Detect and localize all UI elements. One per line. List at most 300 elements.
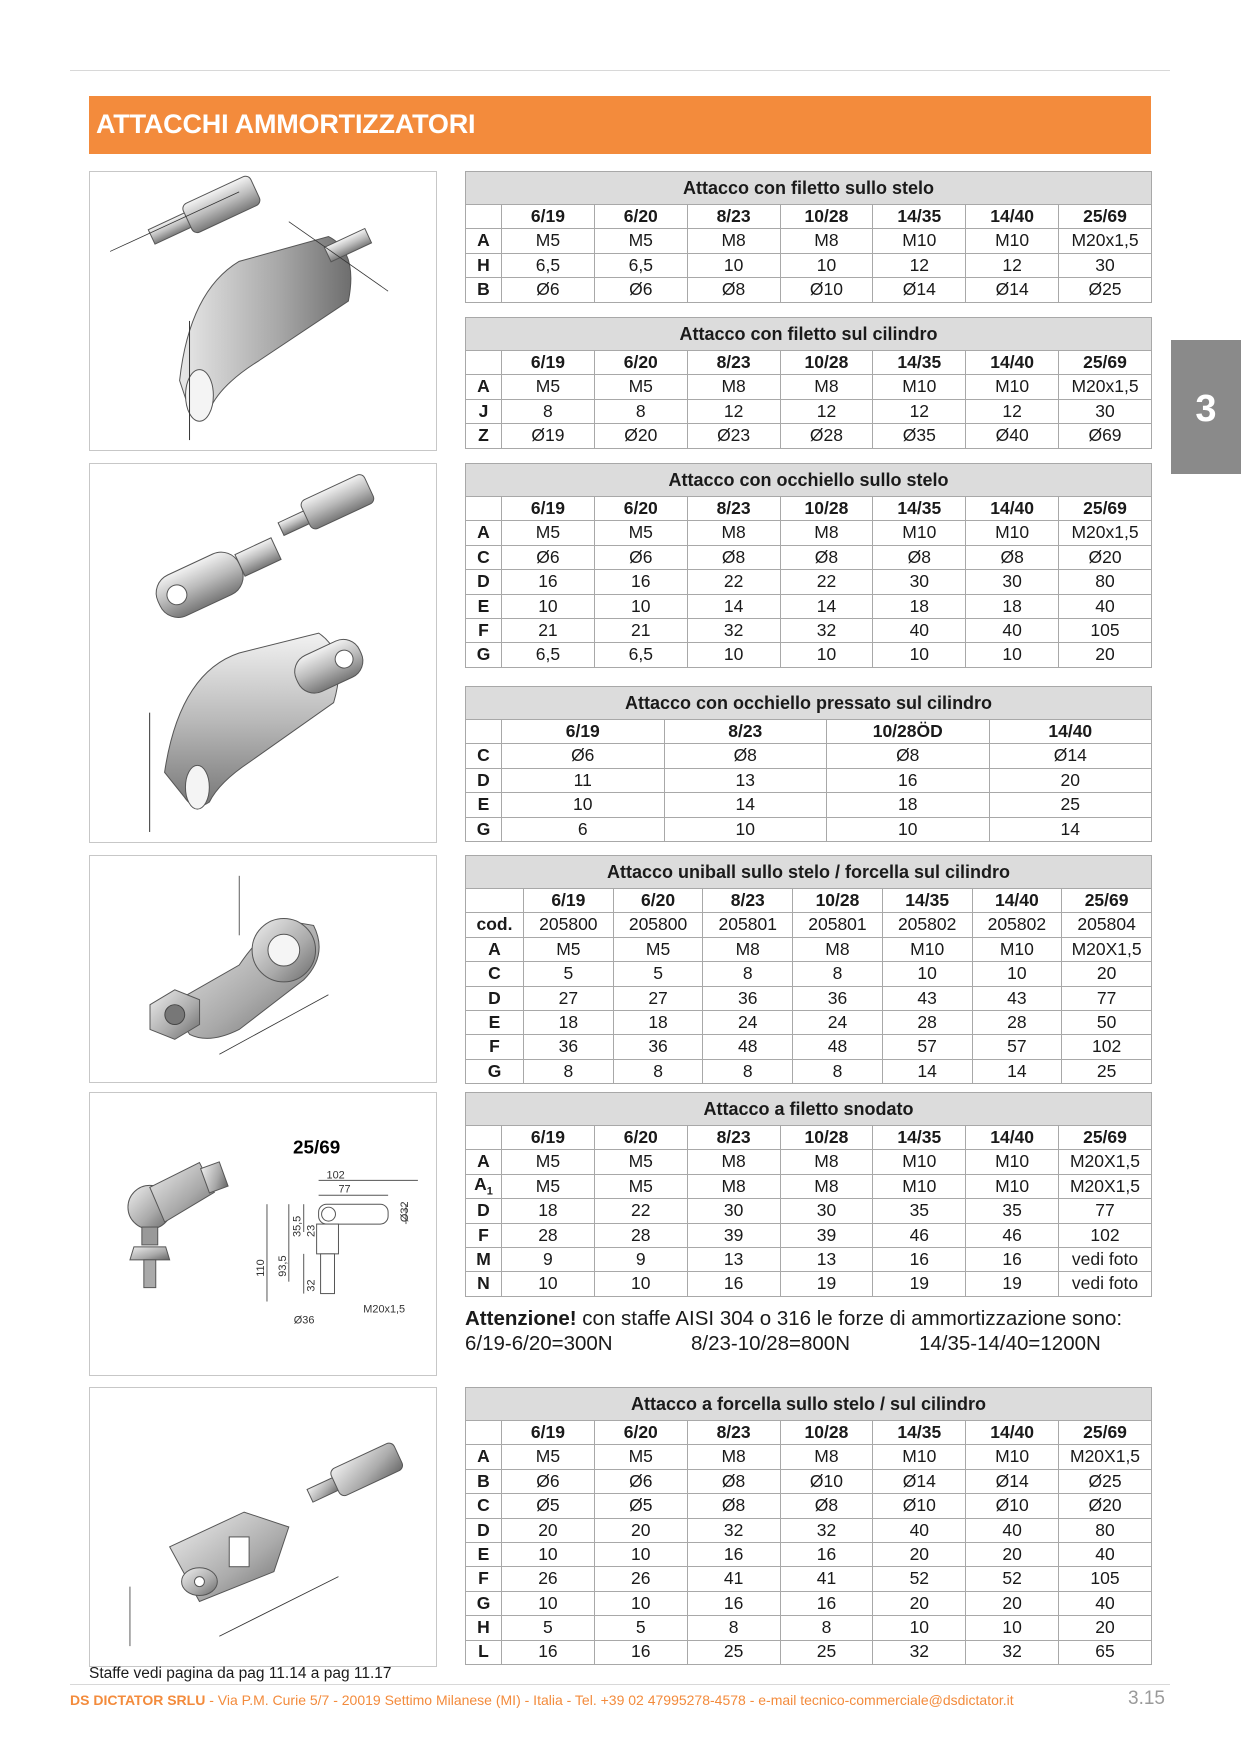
table-cell: Ø25 (1059, 278, 1152, 302)
row-label: G (466, 1591, 502, 1615)
table-cell: Ø8 (780, 545, 873, 569)
table-row (466, 375, 1152, 399)
table-cell: 40 (873, 1518, 966, 1542)
table-cell: 12 (687, 399, 780, 423)
table-cell: M5 (524, 937, 614, 961)
table-cell: 32 (687, 1518, 780, 1542)
table-cell: 41 (687, 1567, 780, 1591)
table-cell: M10 (873, 521, 966, 545)
column-header: 8/23 (687, 1126, 780, 1150)
table-cell: 16 (687, 1542, 780, 1566)
table-cell: M8 (687, 229, 780, 253)
table-row (466, 1223, 1152, 1247)
table-cell: Ø8 (687, 545, 780, 569)
table-cell: M10 (873, 1445, 966, 1469)
table-cell: 20 (966, 1542, 1059, 1566)
table-row (466, 1010, 1152, 1034)
table-cell: 52 (873, 1567, 966, 1591)
table-cell: 10 (502, 1542, 595, 1566)
column-header: 25/69 (1062, 889, 1152, 913)
table-cell: 205801 (703, 913, 793, 937)
table-cell: 35 (873, 1199, 966, 1223)
table-row (466, 937, 1152, 961)
table-cell: 13 (664, 768, 827, 792)
table-cell: 16 (780, 1542, 873, 1566)
table-cell: 18 (524, 1010, 614, 1034)
dim-32: 32 (305, 1279, 318, 1292)
column-header: 14/40 (989, 720, 1152, 744)
row-label: A (466, 521, 502, 545)
table-cell: 12 (873, 399, 966, 423)
table-cell: 32 (966, 1640, 1059, 1664)
column-header: 8/23 (664, 720, 827, 744)
row-label: C (466, 1494, 502, 1518)
column-header: 6/20 (594, 351, 687, 375)
row-label: F (466, 1567, 502, 1591)
column-header: 10/28 (780, 205, 873, 229)
table-cell: 24 (793, 1010, 883, 1034)
table-row (466, 643, 1152, 667)
row-label: C (466, 962, 524, 986)
table-cell: 22 (594, 1199, 687, 1223)
table-cell: 16 (873, 1247, 966, 1271)
column-header (466, 1421, 502, 1445)
table-cell: 27 (524, 986, 614, 1010)
table-cell: 6 (502, 817, 665, 841)
table-cell: 20 (989, 768, 1152, 792)
row-label: cod. (466, 913, 524, 937)
column-header: 6/19 (502, 1421, 595, 1445)
column-header (466, 1126, 502, 1150)
table-cell: 46 (873, 1223, 966, 1247)
column-header: 14/35 (873, 1126, 966, 1150)
table-row (466, 618, 1152, 642)
table-cell: 25 (780, 1640, 873, 1664)
fork-illustration (90, 1388, 436, 1666)
table-row (466, 545, 1152, 569)
table-cell: 5 (502, 1616, 595, 1640)
table-cell: Ø6 (594, 545, 687, 569)
company-name: DS DICTATOR SRLU (70, 1692, 206, 1708)
table-cell: 77 (1059, 1199, 1152, 1223)
row-label: G (466, 817, 502, 841)
row-label: D (466, 768, 502, 792)
table-cell: 12 (780, 399, 873, 423)
table-cell: M10 (873, 1174, 966, 1198)
row-label: C (466, 545, 502, 569)
table-cell: 20 (594, 1518, 687, 1542)
table-row (466, 1542, 1152, 1566)
table-cell: 205800 (613, 913, 703, 937)
table-cell: 22 (780, 570, 873, 594)
table-cell: 8 (703, 962, 793, 986)
dim-d36: Ø36 (293, 1314, 315, 1327)
table-cell: 10 (827, 817, 990, 841)
column-header: 6/19 (502, 720, 665, 744)
dim-thread: M20x1,5 (363, 1303, 406, 1316)
table-cell: 57 (972, 1035, 1062, 1059)
table-cell: 32 (780, 1518, 873, 1542)
column-header: 8/23 (687, 497, 780, 521)
table-cell: 28 (882, 1010, 972, 1034)
table-cell: 8 (703, 1059, 793, 1083)
table-cell: 205802 (972, 913, 1062, 937)
table-cell: 18 (873, 594, 966, 618)
table-cell: M8 (793, 937, 883, 961)
table-cell: 19 (966, 1272, 1059, 1296)
table-row (466, 1247, 1152, 1271)
table-cell: 10 (687, 253, 780, 277)
section-tab (1171, 340, 1241, 474)
table-cell: 30 (687, 1199, 780, 1223)
table-cell: Ø28 (780, 424, 873, 448)
table-cell: vedi foto (1059, 1272, 1152, 1296)
table-cell: 10 (594, 1272, 687, 1296)
table-cell: Ø14 (873, 278, 966, 302)
row-label: D (466, 1199, 502, 1223)
dim-102: 102 (326, 1169, 345, 1182)
table-cell: M5 (502, 375, 595, 399)
table-cell: 205801 (793, 913, 883, 937)
table-cell: Ø10 (780, 1469, 873, 1493)
row-label: N (466, 1272, 502, 1296)
table-cell: 16 (594, 1640, 687, 1664)
table-cell: M10 (966, 1174, 1059, 1198)
table-cell: M10 (966, 375, 1059, 399)
table-cell: 30 (966, 570, 1059, 594)
column-header: 25/69 (1059, 205, 1152, 229)
row-label: J (466, 399, 502, 423)
row-label: F (466, 1035, 524, 1059)
table-cell: 6,5 (594, 253, 687, 277)
table-cell: 102 (1059, 1223, 1152, 1247)
table-pressed-eyelet-on-cylinder (465, 686, 1152, 842)
table-title: Attacco con occhiello sullo stelo (466, 464, 1152, 497)
table-cell: 8 (793, 1059, 883, 1083)
table-cell: M8 (687, 521, 780, 545)
table-row (466, 817, 1152, 841)
table-cell: M10 (966, 1150, 1059, 1174)
column-header: 25/69 (1059, 351, 1152, 375)
column-header: 8/23 (687, 205, 780, 229)
table-cell: 6,5 (594, 643, 687, 667)
table-row (466, 278, 1152, 302)
table-cell: M20X1,5 (1059, 1150, 1152, 1174)
table-cell: 16 (502, 570, 595, 594)
table-cell: M5 (594, 1174, 687, 1198)
column-header: 10/28 (780, 351, 873, 375)
table-cell: 10 (882, 962, 972, 986)
table-cell: M8 (780, 1150, 873, 1174)
dim-110: 110 (254, 1259, 267, 1277)
table-row (466, 521, 1152, 545)
table-cell: M10 (882, 937, 972, 961)
table-cell: 10 (502, 1591, 595, 1615)
row-label: E (466, 594, 502, 618)
table-cell: Ø6 (502, 744, 665, 768)
dim-77: 77 (338, 1183, 351, 1196)
table-cell: 14 (972, 1059, 1062, 1083)
column-header: 6/19 (502, 351, 595, 375)
row-label: F (466, 1223, 502, 1247)
row-label: A (466, 1445, 502, 1469)
table-cell: 8 (613, 1059, 703, 1083)
table-cell: 16 (780, 1591, 873, 1615)
table-cell: Ø14 (966, 278, 1059, 302)
table-cell: 39 (687, 1223, 780, 1247)
table-row (466, 424, 1152, 448)
table-cell: M8 (703, 937, 793, 961)
table-cell: Ø5 (594, 1494, 687, 1518)
table-cell: 18 (613, 1010, 703, 1034)
column-header: 10/28 (780, 497, 873, 521)
table-cell: Ø14 (966, 1469, 1059, 1493)
threaded-attachment-illustration (90, 172, 436, 450)
table-cell: 10 (687, 643, 780, 667)
table-cell: Ø35 (873, 424, 966, 448)
dim-35-5: 35,5 (291, 1215, 304, 1237)
table-cell: 40 (966, 1518, 1059, 1542)
table-cell: 32 (780, 618, 873, 642)
table-cell: 16 (687, 1272, 780, 1296)
force-large: 14/35-14/40=1200N (919, 1332, 1101, 1355)
table-uniball-fork (465, 855, 1152, 1084)
table-cell: Ø6 (594, 1469, 687, 1493)
column-header: 25/69 (1059, 1126, 1152, 1150)
footer-rule (70, 1684, 1170, 1685)
column-header: 6/20 (594, 1126, 687, 1150)
column-header: 6/20 (594, 1421, 687, 1445)
table-title: Attacco a forcella sullo stelo / sul cilindro (466, 1388, 1152, 1421)
table-cell: M10 (966, 521, 1059, 545)
table-cell: Ø5 (502, 1494, 595, 1518)
table-cell: 10 (780, 253, 873, 277)
table-cell: 8 (502, 399, 595, 423)
company-address: - Via P.M. Curie 5/7 - 20019 Settimo Milanese (MI) - Italia - Tel. +39 02 47995278-4578 - e-mail tecnico-commerciale@dsdictator.it (205, 1692, 1014, 1708)
table-cell: 40 (1059, 594, 1152, 618)
title-bar (89, 96, 1151, 154)
table-cell: 48 (703, 1035, 793, 1059)
column-header: 14/40 (966, 205, 1059, 229)
column-header: 10/28 (793, 889, 883, 913)
table-cell: 30 (873, 570, 966, 594)
column-header: 6/19 (502, 497, 595, 521)
row-label: L (466, 1640, 502, 1664)
table-cell: 16 (966, 1247, 1059, 1271)
table-row (466, 1445, 1152, 1469)
row-label: B (466, 278, 502, 302)
table-cell: 35 (966, 1199, 1059, 1223)
table-cell: 18 (966, 594, 1059, 618)
drawing-fork-attachment (89, 1387, 437, 1667)
table-cell: 26 (594, 1567, 687, 1591)
table-cell: 39 (780, 1223, 873, 1247)
table-cell: 20 (1059, 1616, 1152, 1640)
row-label-a1: $A_1$ (466, 1174, 502, 1198)
table-cell: M5 (502, 1150, 595, 1174)
table-cell: 46 (966, 1223, 1059, 1247)
table-cell: Ø8 (873, 545, 966, 569)
table-cell: 5 (594, 1616, 687, 1640)
table-cell: Ø6 (594, 278, 687, 302)
table-cell: M8 (780, 521, 873, 545)
table-cell: Ø20 (1059, 545, 1152, 569)
table-row (466, 962, 1152, 986)
row-label: Z (466, 424, 502, 448)
row-label: A (466, 1150, 502, 1174)
table-cell: 205802 (882, 913, 972, 937)
table-cell: 24 (703, 1010, 793, 1034)
table-cell: 14 (687, 594, 780, 618)
table-row (466, 399, 1152, 423)
column-header (466, 351, 502, 375)
table-cell: 36 (524, 1035, 614, 1059)
column-header: 6/20 (613, 889, 703, 913)
row-label: E (466, 1542, 502, 1566)
table-cell: 20 (502, 1518, 595, 1542)
table-row (466, 1272, 1152, 1296)
table-cell: M20x1,5 (1059, 521, 1152, 545)
table-row (466, 1567, 1152, 1591)
table-title: Attacco uniball sullo stelo / forcella sul cilindro (466, 856, 1152, 889)
table-cell: 19 (780, 1272, 873, 1296)
top-rule (70, 70, 1170, 71)
table-cell: 19 (873, 1272, 966, 1296)
column-header (466, 720, 502, 744)
table-cell: 80 (1059, 570, 1152, 594)
table-cell: M20x1,5 (1059, 229, 1152, 253)
brackets-reference: Staffe vedi pagina da pag 11.14 a pag 11.17 (89, 1665, 392, 1682)
table-cell: 14 (664, 793, 827, 817)
table-cell: 10 (594, 1591, 687, 1615)
column-header: 14/35 (873, 1421, 966, 1445)
table-cell: 14 (780, 594, 873, 618)
footer-contact (70, 1692, 1180, 1708)
column-header: 25/69 (1059, 497, 1152, 521)
column-header: 6/20 (594, 205, 687, 229)
table-cell: M5 (594, 229, 687, 253)
table-cell: 102 (1062, 1035, 1152, 1059)
table-row (466, 793, 1152, 817)
table-title: Attacco a filetto snodato (466, 1093, 1152, 1126)
column-header (466, 889, 524, 913)
column-header: 25/69 (1059, 1421, 1152, 1445)
row-label: G (466, 643, 502, 667)
table-row (466, 253, 1152, 277)
table-cell: M8 (687, 375, 780, 399)
table-row (466, 1591, 1152, 1615)
column-header: 14/40 (972, 889, 1062, 913)
table-row (466, 1059, 1152, 1083)
table-cell: M5 (502, 229, 595, 253)
table-cell: 40 (966, 618, 1059, 642)
table-cell: 5 (613, 962, 703, 986)
table-cell: 20 (873, 1591, 966, 1615)
table-thread-on-rod (465, 171, 1152, 303)
dim-d32: Ø32 (398, 1201, 411, 1223)
table-cell: 10 (966, 643, 1059, 667)
uniball-illustration (90, 856, 436, 1082)
table-cell: 52 (966, 1567, 1059, 1591)
table-cell: Ø8 (966, 545, 1059, 569)
column-header: 14/35 (873, 205, 966, 229)
table-cell: 8 (524, 1059, 614, 1083)
table-cell: M10 (972, 937, 1062, 961)
table-cell: Ø14 (873, 1469, 966, 1493)
table-cell: M5 (502, 1174, 595, 1198)
table-cell: 9 (502, 1247, 595, 1271)
table-cell: Ø10 (873, 1494, 966, 1518)
column-header: 10/28ÖD (827, 720, 990, 744)
eyelet-attachment-illustration (90, 464, 436, 842)
table-cell: M10 (873, 375, 966, 399)
force-medium: 8/23-10/28=800N (691, 1332, 851, 1355)
row-label: B (466, 1469, 502, 1493)
column-header: 6/19 (524, 889, 614, 913)
column-header: 6/20 (594, 497, 687, 521)
table-row (466, 768, 1152, 792)
table-cell: 40 (873, 618, 966, 642)
table-cell: Ø10 (780, 278, 873, 302)
table-cell: 26 (502, 1567, 595, 1591)
table-row (466, 913, 1152, 937)
table-cell: M8 (780, 375, 873, 399)
table-cell: 28 (502, 1223, 595, 1247)
row-label: E (466, 1010, 524, 1034)
table-cell: 22 (687, 570, 780, 594)
column-header: 6/19 (502, 1126, 595, 1150)
row-label: A (466, 937, 524, 961)
table-cell: M5 (594, 1445, 687, 1469)
table-cell: Ø69 (1059, 424, 1152, 448)
table-cell: 28 (972, 1010, 1062, 1034)
table-row (466, 1150, 1152, 1174)
table-cell: M20X1,5 (1059, 1445, 1152, 1469)
row-label: E (466, 793, 502, 817)
drawing-eyelet-attachment (89, 463, 437, 843)
table-cell: Ø25 (1059, 1469, 1152, 1493)
table-cell: Ø6 (502, 1469, 595, 1493)
row-label: F (466, 618, 502, 642)
table-cell: 40 (1059, 1542, 1152, 1566)
table-cell: 21 (502, 618, 595, 642)
table-cell: M8 (780, 1174, 873, 1198)
table-cell: 30 (1059, 399, 1152, 423)
table-cell: 36 (793, 986, 883, 1010)
table-cell: M5 (594, 1150, 687, 1174)
column-header: 14/40 (966, 497, 1059, 521)
table-cell: 14 (989, 817, 1152, 841)
table-cell: 25 (1062, 1059, 1152, 1083)
table-cell: 50 (1062, 1010, 1152, 1034)
page-number: 3.15 (1128, 1688, 1165, 1709)
row-label: C (466, 744, 502, 768)
row-label: D (466, 986, 524, 1010)
table-cell: M5 (502, 1445, 595, 1469)
section-number: 3 (1195, 388, 1217, 430)
table-cell: 48 (793, 1035, 883, 1059)
table-cell: M10 (873, 229, 966, 253)
table-cell: 10 (594, 594, 687, 618)
table-cell: 10 (780, 643, 873, 667)
table-cell: 32 (687, 618, 780, 642)
column-header: 6/19 (502, 205, 595, 229)
table-cell: M20X1,5 (1059, 1174, 1152, 1198)
column-header (466, 497, 502, 521)
row-label: D (466, 570, 502, 594)
page-title: ATTACCHI AMMORTIZZATORI (96, 109, 476, 139)
table-cell: vedi foto (1059, 1247, 1152, 1271)
